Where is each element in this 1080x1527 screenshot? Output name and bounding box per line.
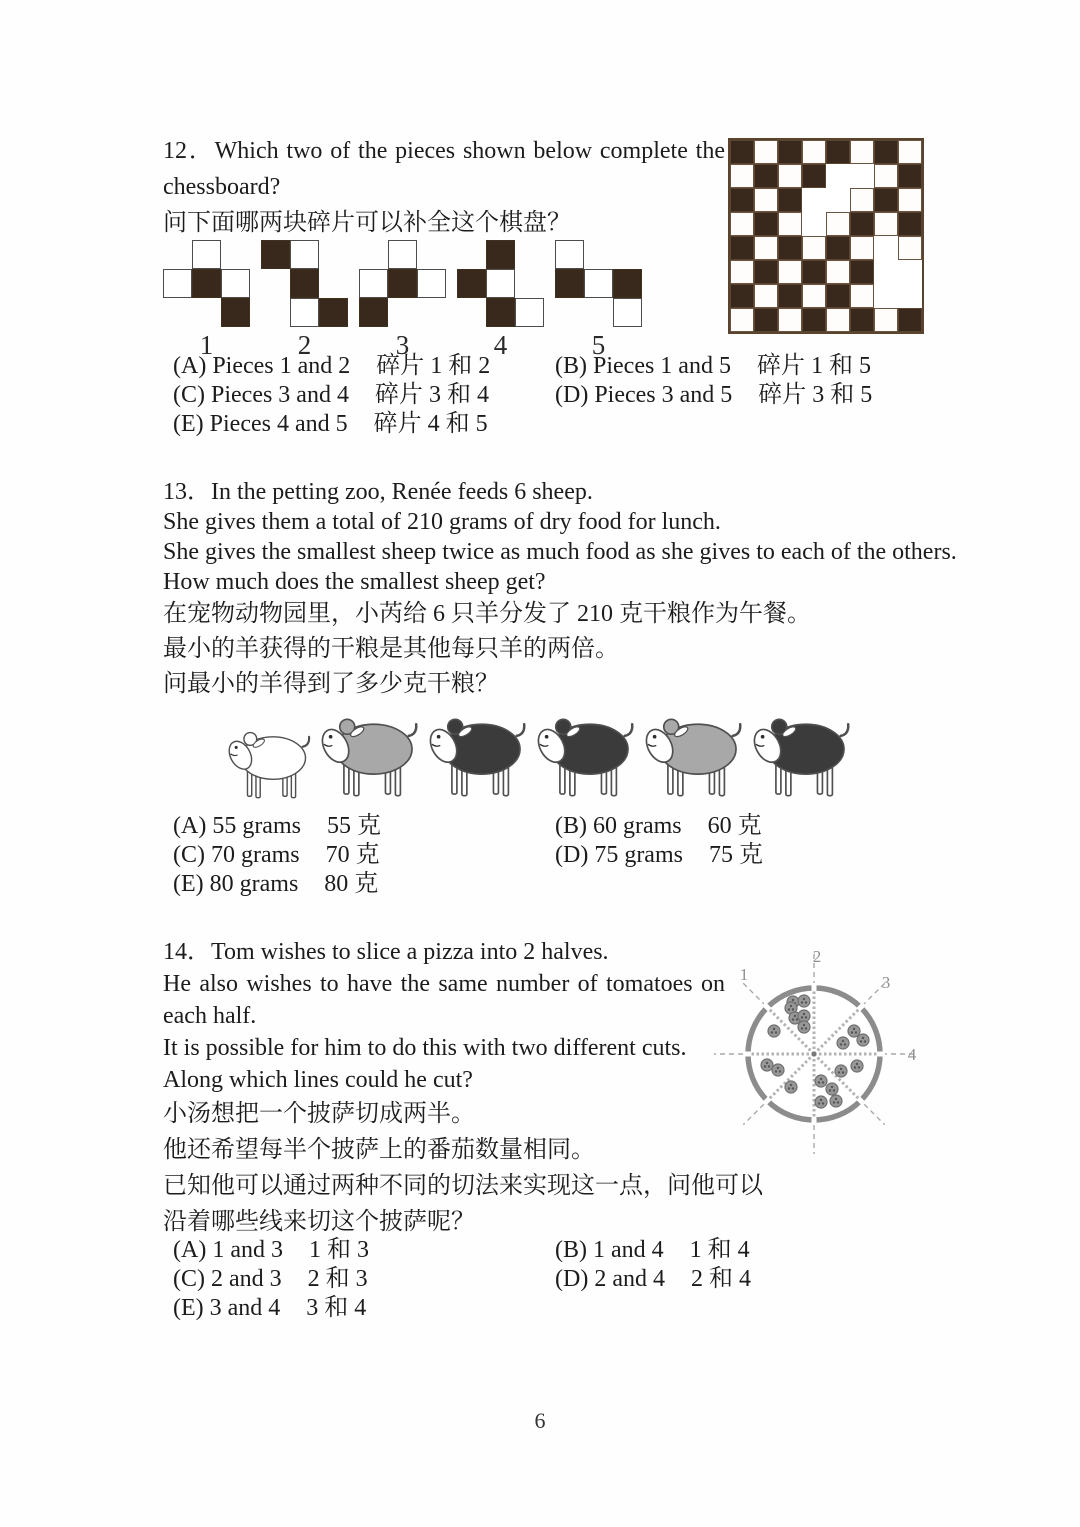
option-en: (C) Pieces 3 and 4 <box>173 382 349 408</box>
piece-cell <box>388 298 417 327</box>
option-en: (B) 60 grams <box>555 813 682 839</box>
piece-cell <box>319 298 348 327</box>
question-14-text <box>163 936 763 1240</box>
piece-cell <box>192 240 221 269</box>
tomato <box>761 1059 773 1071</box>
q13-line-en: How much does the smallest sheep get? <box>163 569 546 595</box>
board-cell <box>754 164 778 188</box>
piece-cell <box>584 269 613 298</box>
board-cell <box>754 308 778 332</box>
piece-cell <box>515 298 544 327</box>
piece-cell <box>515 240 544 269</box>
option-en: (A) 55 grams <box>173 813 301 839</box>
sheep <box>314 705 422 810</box>
sheep <box>530 705 638 810</box>
option <box>173 381 555 410</box>
board-cell <box>898 188 922 212</box>
piece-cell <box>221 269 250 298</box>
option-en: (E) 80 grams <box>173 871 299 897</box>
piece-cell <box>319 269 348 298</box>
board-cell <box>898 236 922 260</box>
board-cell <box>850 140 874 164</box>
board-cell <box>778 212 802 236</box>
board-cell <box>826 164 850 188</box>
option <box>173 870 555 899</box>
option-en: (D) 75 grams <box>555 842 683 868</box>
q14-line-en: Along which lines could he cut? <box>163 1067 473 1093</box>
question-13-text <box>163 477 957 702</box>
q13-line-zh: 最小的羊获得的干粮是其他每只羊的两倍。 <box>163 636 619 662</box>
pizza-figure <box>704 944 924 1169</box>
cut-label: 2 <box>812 947 822 966</box>
piece-cell <box>457 269 486 298</box>
q13-options <box>173 812 763 899</box>
option <box>173 410 555 439</box>
tomato <box>830 1095 842 1107</box>
board-cell <box>754 140 778 164</box>
piece-cell <box>359 298 388 327</box>
board-cell <box>874 260 898 284</box>
board-cell <box>874 212 898 236</box>
option-zh: 60 克 <box>707 813 762 839</box>
q14-line-en: It is possible for him to do this with two different cuts. <box>163 1035 687 1061</box>
tomato <box>837 1037 849 1049</box>
q13-line-en: She gives them a total of 210 grams of dry food for lunch. <box>163 509 721 535</box>
piece-cell <box>486 298 515 327</box>
option-zh: 碎片 1 和 2 <box>376 353 491 379</box>
option-en: (C) 2 and 3 <box>173 1266 282 1292</box>
option-row <box>173 870 763 899</box>
tomato <box>768 1025 780 1037</box>
piece-cell <box>457 240 486 269</box>
board-cell <box>730 164 754 188</box>
piece-grid <box>163 240 250 327</box>
option-en: (A) 1 and 3 <box>173 1237 283 1263</box>
option-zh: 1 和 4 <box>689 1237 750 1263</box>
board-cell <box>730 260 754 284</box>
q12-options <box>173 352 872 439</box>
q14-line-zh: 已知他可以通过两种不同的切法来实现这一点，问他可以 <box>163 1173 763 1199</box>
piece-cell <box>163 298 192 327</box>
piece-cell <box>417 298 446 327</box>
piece-label: 2 <box>297 330 312 360</box>
board-cell <box>826 212 850 236</box>
option-row <box>173 1236 751 1265</box>
sheep <box>638 705 746 810</box>
option-en: (A) Pieces 1 and 2 <box>173 353 351 379</box>
option-zh: 3 和 4 <box>306 1295 367 1321</box>
page-number: 6 <box>534 1408 546 1433</box>
piece-grid <box>261 240 348 327</box>
option-row <box>173 410 872 439</box>
piece-label: 5 <box>591 330 606 360</box>
board-cell <box>802 212 826 236</box>
option-zh: 75 克 <box>708 842 763 868</box>
question-12-text <box>163 133 725 241</box>
piece-cell <box>192 269 221 298</box>
board-cell <box>730 188 754 212</box>
tomato <box>798 1010 810 1022</box>
option <box>173 841 555 870</box>
option-zh: 碎片 4 和 5 <box>373 411 488 437</box>
board-cell <box>730 308 754 332</box>
piece-cell <box>290 240 319 269</box>
board-cell <box>898 284 922 308</box>
option <box>555 1236 750 1265</box>
piece-cell <box>613 269 642 298</box>
option-en: (B) Pieces 1 and 5 <box>555 353 731 379</box>
q14-line-zh: 他还希望每半个披萨上的番茄数量相同。 <box>163 1137 595 1163</box>
board-cell <box>874 188 898 212</box>
piece-cell <box>221 240 250 269</box>
pizza-illustration <box>704 944 924 1164</box>
option-zh: 2 和 3 <box>307 1266 368 1292</box>
board-cell <box>754 212 778 236</box>
board-cell <box>802 308 826 332</box>
sheep <box>746 705 854 810</box>
piece-cell <box>584 298 613 327</box>
board-cell <box>802 260 826 284</box>
option <box>173 352 555 381</box>
q14-line-en: 14．Tom wishes to slice a pizza into 2 halves. <box>163 939 609 965</box>
option-row <box>173 352 872 381</box>
board-cell <box>850 284 874 308</box>
piece-cell <box>319 240 348 269</box>
sheep-illustration <box>314 705 422 805</box>
option-row <box>173 812 763 841</box>
option-zh: 55 克 <box>326 813 381 839</box>
sheep-illustration <box>638 705 746 805</box>
option <box>555 1265 751 1294</box>
option-row <box>173 1265 751 1294</box>
chess-piece <box>555 240 642 361</box>
tomato <box>798 995 810 1007</box>
option <box>555 352 871 381</box>
piece-cell <box>163 269 192 298</box>
option-zh: 碎片 3 和 5 <box>758 382 873 408</box>
sheep-illustration <box>222 721 314 805</box>
tomato <box>835 1065 847 1077</box>
board-cell <box>850 164 874 188</box>
pieces-row <box>163 240 642 361</box>
sheep-illustration <box>530 705 638 805</box>
q14-line-zh: 沿着哪些线来切这个披萨呢？ <box>163 1209 475 1235</box>
board-cell <box>754 260 778 284</box>
sheep <box>422 705 530 810</box>
piece-cell <box>221 298 250 327</box>
board-cell <box>754 284 778 308</box>
board-cell <box>874 284 898 308</box>
board-cell <box>778 140 802 164</box>
piece-cell <box>486 269 515 298</box>
tomato <box>772 1064 784 1076</box>
board-cell <box>778 236 802 260</box>
q13-line-en: She gives the smallest sheep twice as much food as she gives to each of the others. <box>163 539 957 565</box>
board-cell <box>874 308 898 332</box>
board-cell <box>802 188 826 212</box>
board-cell <box>778 164 802 188</box>
piece-cell <box>417 240 446 269</box>
board-cell <box>850 260 874 284</box>
sheep-illustration <box>746 705 854 805</box>
cut-label: 4 <box>907 1045 917 1064</box>
option-en: (D) 2 and 4 <box>555 1266 665 1292</box>
piece-cell <box>261 240 290 269</box>
q13-line-en: 13．In the petting zoo, Renée feeds 6 sheep. <box>163 479 593 505</box>
piece-cell <box>192 298 221 327</box>
tomato <box>851 1060 863 1072</box>
piece-cell <box>261 269 290 298</box>
q12-heading-en: 12．Which two of the pieces shown below complete the chessboard? <box>163 138 725 200</box>
board-cell <box>850 236 874 260</box>
board-cell <box>778 308 802 332</box>
piece-label: 1 <box>199 330 214 360</box>
board-cell <box>826 260 850 284</box>
tomato <box>848 1025 860 1037</box>
board-cell <box>778 284 802 308</box>
board-cell <box>826 308 850 332</box>
option <box>173 1265 555 1294</box>
option-en: (D) Pieces 3 and 5 <box>555 382 733 408</box>
option-en: (E) 3 and 4 <box>173 1295 281 1321</box>
piece-cell <box>261 298 290 327</box>
chess-piece <box>359 240 446 361</box>
piece-cell <box>359 240 388 269</box>
piece-label: 3 <box>395 330 410 360</box>
piece-grid <box>359 240 446 327</box>
chess-piece <box>457 240 544 361</box>
option-zh: 碎片 1 和 5 <box>756 353 871 379</box>
board-cell <box>898 140 922 164</box>
board-cell <box>778 188 802 212</box>
piece-cell <box>486 240 515 269</box>
tomato <box>815 1075 827 1087</box>
board-cell <box>826 236 850 260</box>
q14-options <box>173 1236 751 1323</box>
option <box>173 1236 555 1265</box>
tomato <box>798 1021 810 1033</box>
board-cell <box>730 236 754 260</box>
piece-cell <box>457 298 486 327</box>
q13-line-zh: 问最小的羊得到了多少克干粮？ <box>163 671 499 697</box>
sheep-figure <box>222 697 867 810</box>
piece-cell <box>388 269 417 298</box>
piece-grid <box>457 240 544 327</box>
piece-cell <box>555 240 584 269</box>
sheep-illustration <box>422 705 530 805</box>
board-cell <box>850 212 874 236</box>
board-cell <box>754 236 778 260</box>
q14-line-zh: 小汤想把一个披萨切成两半。 <box>163 1101 475 1127</box>
piece-cell <box>417 269 446 298</box>
option-en: (C) 70 grams <box>173 842 300 868</box>
board-cell <box>826 188 850 212</box>
tomato <box>857 1034 869 1046</box>
q13-line-zh: 在宠物动物园里，小芮给 6 只羊分发了 210 克干粮作为午餐。 <box>163 601 811 627</box>
option-zh: 70 克 <box>325 842 380 868</box>
board-cell <box>898 164 922 188</box>
piece-cell <box>555 269 584 298</box>
option-zh: 2 和 4 <box>690 1266 751 1292</box>
chessboard-figure <box>728 138 924 334</box>
board-cell <box>874 164 898 188</box>
board-cell <box>826 284 850 308</box>
piece-cell <box>290 269 319 298</box>
tomato <box>785 1081 797 1093</box>
board-cell <box>898 308 922 332</box>
board-cell <box>778 260 802 284</box>
board-cell <box>802 284 826 308</box>
piece-cell <box>515 269 544 298</box>
piece-cell <box>359 269 388 298</box>
option <box>555 841 763 870</box>
q14-line-en: He also wishes to have the same number of tomatoes on each half. <box>163 971 725 1029</box>
option-row <box>173 381 872 410</box>
board-cell <box>898 260 922 284</box>
piece-cell <box>555 298 584 327</box>
piece-label: 4 <box>493 330 508 360</box>
piece-cell <box>163 240 192 269</box>
option-zh: 1 和 3 <box>308 1237 369 1263</box>
piece-cell <box>290 298 319 327</box>
cut-label: 3 <box>881 973 891 992</box>
option-en: (B) 1 and 4 <box>555 1237 664 1263</box>
tomato <box>815 1096 827 1108</box>
board-cell <box>826 140 850 164</box>
piece-cell <box>613 240 642 269</box>
piece-cell <box>388 240 417 269</box>
piece-grid <box>555 240 642 327</box>
cut-label: 1 <box>739 965 749 984</box>
board-cell <box>802 236 826 260</box>
option-row <box>173 841 763 870</box>
option <box>555 812 762 841</box>
option <box>173 1294 555 1323</box>
board-cell <box>874 236 898 260</box>
option <box>555 381 872 410</box>
board-cell <box>730 212 754 236</box>
option-zh: 80 克 <box>324 871 379 897</box>
piece-cell <box>584 240 613 269</box>
tomato <box>826 1083 838 1095</box>
board-cell <box>730 140 754 164</box>
chess-piece <box>261 240 348 361</box>
board-cell <box>898 212 922 236</box>
option <box>173 812 555 841</box>
option-row <box>173 1294 751 1323</box>
board-cell <box>874 140 898 164</box>
board-cell <box>850 308 874 332</box>
option-en: (E) Pieces 4 and 5 <box>173 411 348 437</box>
option-zh: 碎片 3 和 4 <box>374 382 489 408</box>
board-cell <box>850 188 874 212</box>
sheep <box>222 721 314 810</box>
board-cell <box>802 140 826 164</box>
chess-piece <box>163 240 250 361</box>
board-cell <box>730 284 754 308</box>
q12-heading-zh: 问下面哪两块碎片可以补全这个棋盘？ <box>163 210 571 236</box>
piece-cell <box>613 298 642 327</box>
board-cell <box>802 164 826 188</box>
board-cell <box>754 188 778 212</box>
